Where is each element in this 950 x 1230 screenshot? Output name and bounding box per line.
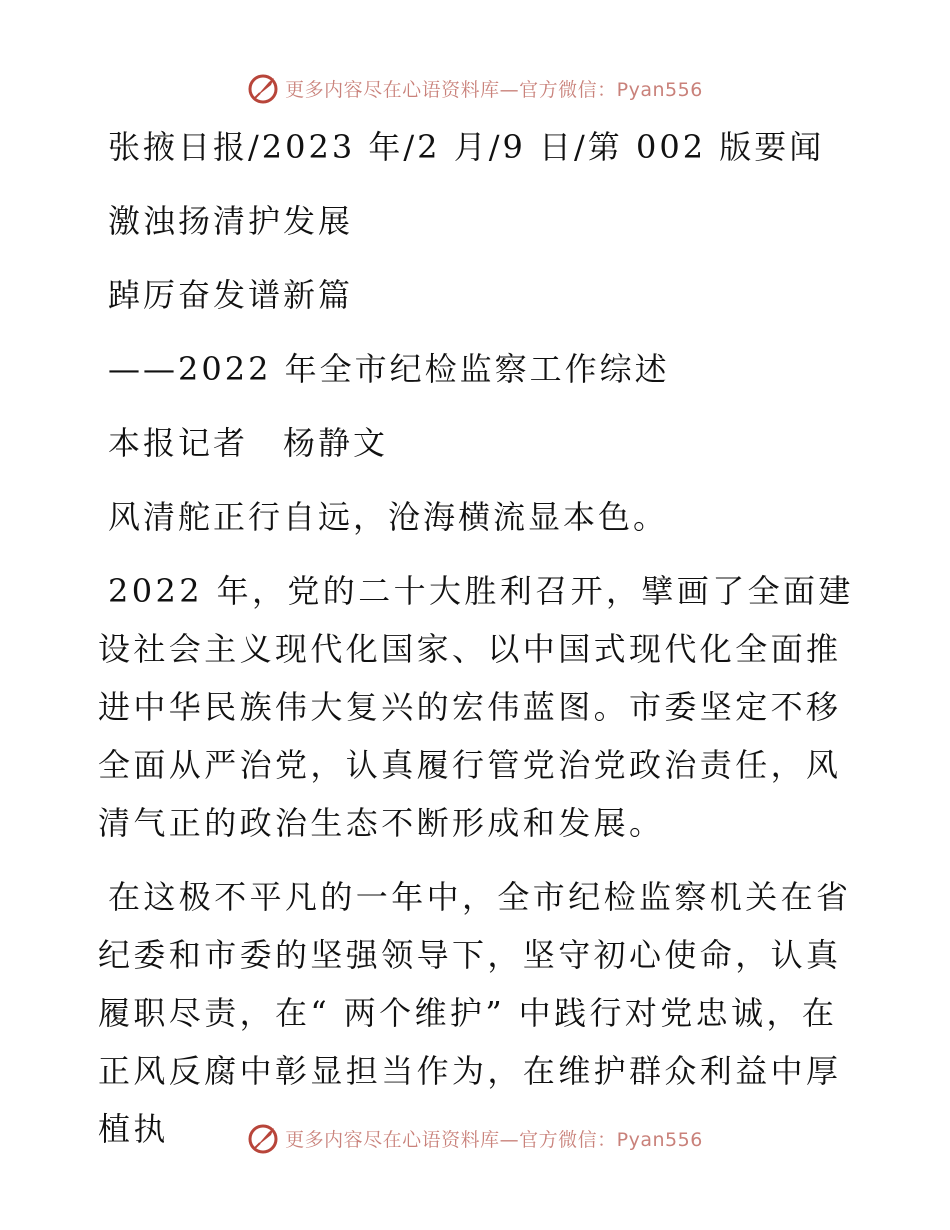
paragraph-2: 在这极不平凡的一年中，全市纪检监察机关在省纪委和市委的坚强领导下，坚守初心使命，认真履职尽责，在“ 两个维护” 中践行对党忠诚，在正风反腐中彰显担当作为，在维护群众利益中厚植执 bbox=[98, 878, 852, 1148]
byline: 本报记者 杨静文 bbox=[108, 424, 389, 462]
watermark-text: 更多内容尽在心语资料库—官方微信：Pyan556 bbox=[285, 78, 703, 101]
watermark-text: 更多内容尽在心语资料库—官方微信：Pyan556 bbox=[285, 1128, 703, 1151]
watermark-footer bbox=[0, 1118, 950, 1158]
dateline: 张掖日报/2023 年/2 月/9 日/第 002 版要闻 bbox=[108, 128, 825, 166]
quill-pen-logo-icon bbox=[247, 1121, 281, 1155]
headline-2: 踔厉奋发谱新篇 bbox=[108, 276, 354, 314]
subtitle: ——2022 年全市纪检监察工作综述 bbox=[108, 350, 670, 388]
watermark-header bbox=[0, 68, 950, 108]
headline-1: 激浊扬清护发展 bbox=[108, 202, 354, 240]
document-body bbox=[98, 118, 858, 1158]
quill-pen-logo-icon bbox=[247, 71, 281, 105]
lead-sentence: 风清舵正行自远，沧海横流显本色。 bbox=[108, 498, 669, 536]
paragraph-1: 2022 年，党的二十大胜利召开，擘画了全面建设社会主义现代化国家、以中国式现代化全面推进中华民族伟大复兴的宏伟蓝图。市委坚定不移全面从严治党，认真履行管党治党政治责任，风清气正的政治生态不断形成和发展。 bbox=[98, 572, 854, 842]
